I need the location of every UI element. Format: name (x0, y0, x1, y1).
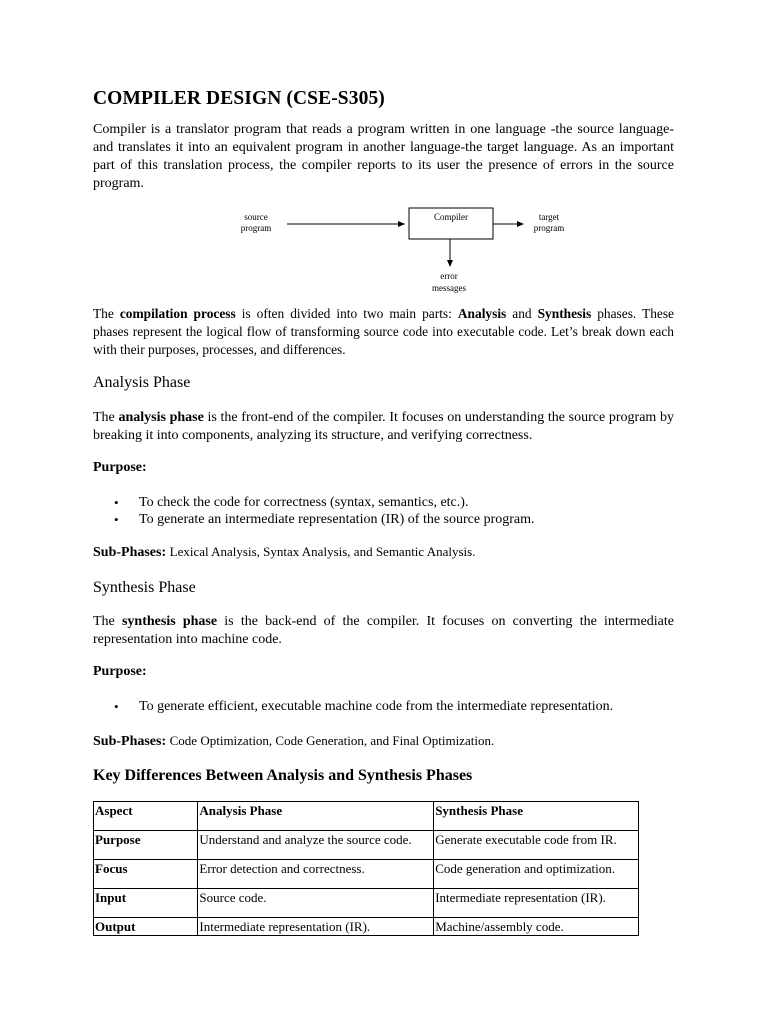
synthesis-heading: Synthesis Phase (93, 579, 196, 596)
table-header-row (94, 802, 639, 831)
list-item: • To generate an intermediate representation (IR) of the source program. (93, 511, 535, 528)
table-cell: Intermediate representation (IR). (198, 918, 434, 936)
differences-table (93, 801, 639, 936)
header-cell: Analysis Phase (198, 802, 434, 831)
input-arrowhead (398, 221, 405, 227)
term-compilation-process: compilation process (119, 306, 236, 321)
table-cell: Input (94, 889, 198, 918)
table-row (94, 889, 639, 918)
term-analysis: Analysis (457, 306, 507, 321)
list-item: • To generate efficient, executable machine code from the intermediate representation. (93, 698, 613, 715)
table-row (94, 918, 639, 936)
table-cell: Purpose (94, 831, 198, 860)
synthesis-description: The synthesis phase is the back-end of the compiler. It focuses on converting the intermediate representation into machine code. (93, 614, 674, 647)
analysis-purpose-label: Purpose: (93, 460, 147, 475)
analysis-description: The analysis phase is the front-end of the compiler. It focuses on understanding the source program by breaking it into components, analyzing its structure, and verifying correctness. (93, 410, 674, 443)
error-label-line1: error (440, 271, 458, 281)
header-cell: Aspect (94, 802, 198, 831)
table-cell: Output (94, 918, 198, 936)
table-cell: Intermediate representation (IR). (434, 889, 639, 918)
analysis-heading: Analysis Phase (93, 374, 191, 391)
list-item: • To check the code for correctness (syntax, semantics, etc.). (93, 494, 535, 511)
table-cell: Generate executable code from IR. (434, 831, 639, 860)
differences-heading: Key Differences Between Analysis and Synthesis Phases (93, 767, 473, 784)
target-label-line2: program (533, 223, 565, 233)
source-label-line1: source (244, 212, 268, 222)
target-label-line1: target (538, 212, 560, 222)
source-label-line2: program (240, 223, 272, 233)
header-cell: Synthesis Phase (434, 802, 639, 831)
intro-paragraph: Compiler is a translator program that reads a program written in one language -the source language- and translates it into an equivalent program in another language-the target language. As an important part of this translation process, the compiler reports to its user the presence of errors in the source program. (93, 122, 674, 191)
table-cell: Error detection and correctness. (198, 860, 434, 889)
output-arrowhead (517, 221, 524, 227)
table-cell: Code generation and optimization. (434, 860, 639, 889)
error-arrowhead (447, 260, 453, 267)
table-cell: Source code. (198, 889, 434, 918)
overview-paragraph: The compilation process is often divided into two main parts: Analysis and Synthesis phases. These phases represent the logical flow of transforming source code into executable code. Let’s break down each with their purposes, processes, and differences. (93, 306, 675, 357)
error-label-line2: messages (432, 283, 466, 293)
document-title: COMPILER DESIGN (CSE-S305) (93, 88, 385, 109)
table-cell: Focus (94, 860, 198, 889)
term-synthesis-phase: synthesis phase (121, 614, 218, 629)
table-row (94, 860, 639, 889)
analysis-purpose-list (93, 494, 535, 528)
table-cell: Understand and analyze the source code. (198, 831, 434, 860)
table-row (94, 831, 639, 860)
synthesis-purpose-label: Purpose: (93, 664, 147, 679)
term-synthesis: Synthesis (537, 306, 592, 321)
analysis-subphases: Sub-Phases: Lexical Analysis, Syntax Analysis, and Semantic Analysis. (93, 544, 476, 560)
compiler-box-label: Compiler (434, 212, 468, 222)
term-analysis-phase: analysis phase (118, 410, 204, 425)
table-cell: Machine/assembly code. (434, 918, 639, 936)
compiler-diagram (233, 200, 573, 296)
synthesis-purpose-list (93, 698, 613, 715)
synthesis-subphases: Sub-Phases: Code Optimization, Code Generation, and Final Optimization. (93, 733, 495, 749)
